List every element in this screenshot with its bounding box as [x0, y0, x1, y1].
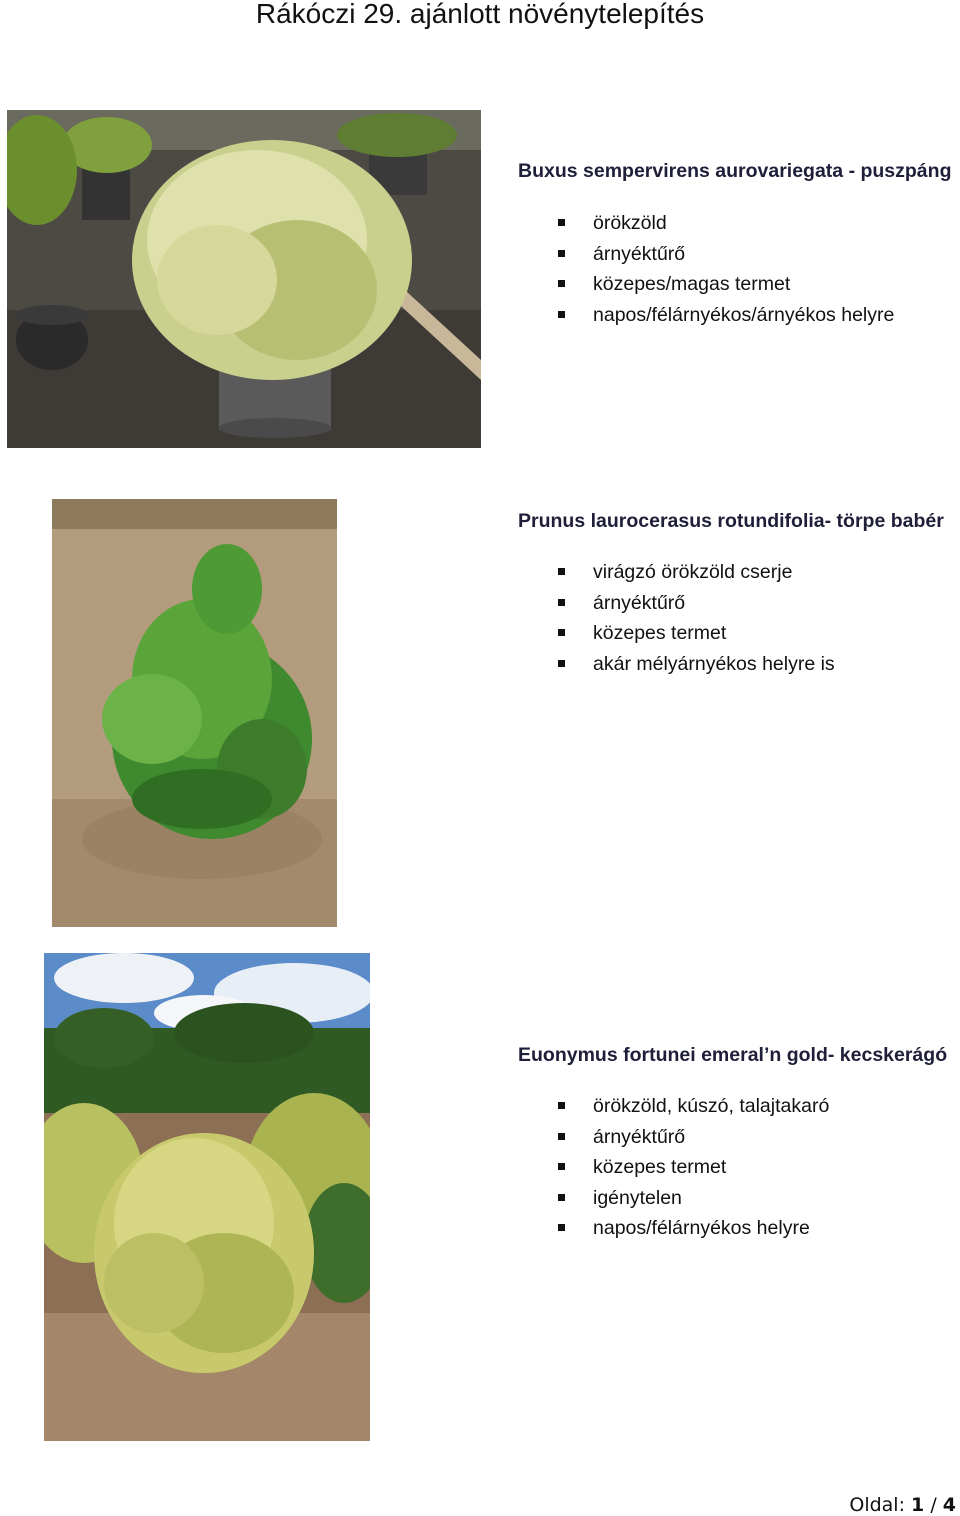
prunus-photo — [52, 499, 337, 927]
euonymus-photo — [44, 953, 370, 1441]
page-number — [849, 1494, 956, 1516]
property-item: virágzó örökzöld cserje — [558, 557, 835, 588]
property-item: árnyéktűrő — [558, 588, 835, 619]
page-separator: / — [930, 1494, 937, 1516]
property-item: árnyéktűrő — [558, 1122, 829, 1153]
property-item: örökzöld — [558, 208, 894, 239]
plant-name: Prunus laurocerasus rotundifolia- törpe babér — [518, 510, 944, 532]
property-item: napos/félárnyékos/árnyékos helyre — [558, 300, 894, 331]
page-label: Oldal: — [849, 1494, 905, 1516]
page-current: 1 — [911, 1494, 925, 1516]
property-item: árnyéktűrő — [558, 239, 894, 270]
property-item: örökzöld, kúszó, talajtakaró — [558, 1091, 829, 1122]
property-list — [558, 208, 894, 330]
buxus-photo — [7, 110, 481, 448]
property-item: közepes/magas termet — [558, 269, 894, 300]
plant-name: Buxus sempervirens aurovariegata - puszpáng — [518, 160, 952, 182]
property-item: igénytelen — [558, 1183, 829, 1214]
property-item: közepes termet — [558, 618, 835, 649]
property-item: napos/félárnyékos helyre — [558, 1213, 829, 1244]
property-item: akár mélyárnyékos helyre is — [558, 649, 835, 680]
property-list — [558, 1091, 829, 1244]
page-total: 4 — [942, 1494, 956, 1516]
property-list — [558, 557, 835, 679]
property-item: közepes termet — [558, 1152, 829, 1183]
plant-name: Euonymus fortunei emeral’n gold- kecskerágó — [518, 1044, 948, 1066]
page-title: Rákóczi 29. ajánlott növénytelepítés — [255, 0, 705, 29]
